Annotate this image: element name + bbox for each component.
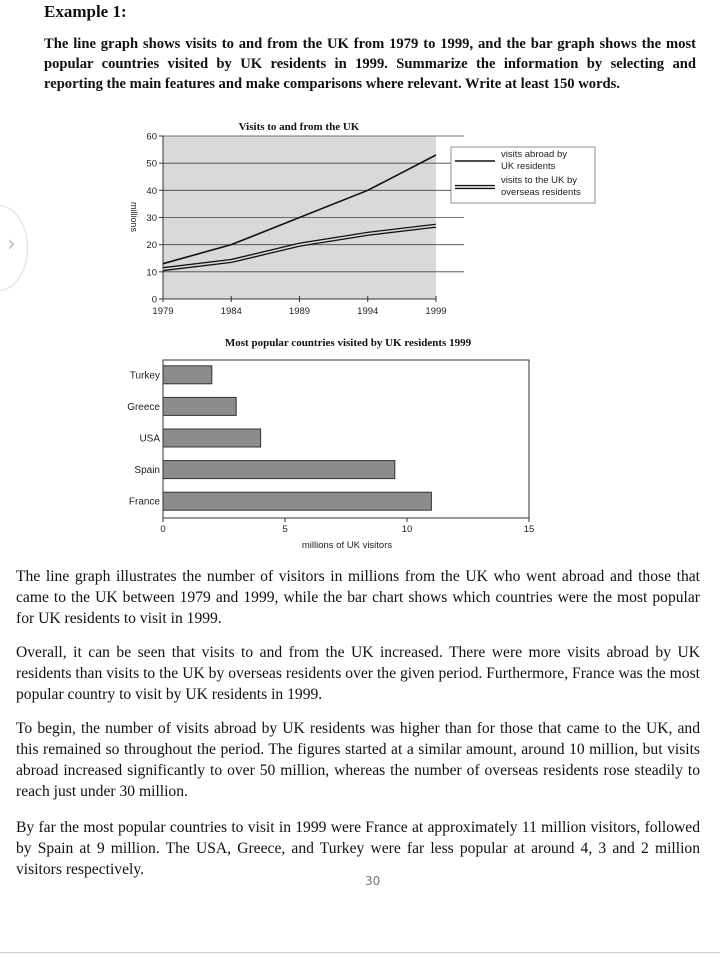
y-tick-label: 50 [146, 158, 157, 170]
y-axis-label: millions [129, 201, 139, 233]
bar-usa [163, 429, 261, 447]
bar-x-axis-label: millions of UK visitors [301, 540, 393, 551]
y-tick-label: 40 [146, 185, 157, 197]
bar-turkey [163, 366, 212, 384]
y-tick-label: 20 [146, 240, 157, 252]
y-tick-label: 0 [151, 294, 157, 306]
bar-x-tick-label: 15 [523, 524, 535, 535]
bar-category-label: Greece [127, 401, 160, 413]
example-title: Example 1: [44, 2, 127, 21]
y-tick-label: 30 [146, 213, 157, 224]
x-tick-label: 1994 [357, 306, 379, 317]
page-number: 30 [365, 874, 381, 888]
x-tick-label: 1979 [152, 306, 174, 317]
bar-x-tick-label: 0 [160, 524, 166, 535]
body-paragraph-2: Overall, it can be seen that visits to and from the UK increased. There were more visits abroad by UK residents than visits to the UK by overseas residents over the given period. Furthermore, France was the most popular country to visit by UK residents in 1999. [16, 644, 700, 703]
y-tick-label: 10 [146, 267, 157, 279]
line-chart [129, 121, 595, 317]
bar-chart-title: Most popular countries visited by UK residents 1999 [224, 337, 472, 349]
bar-category-label: France [128, 496, 160, 508]
legend-label-2: visits to the UK by [501, 175, 578, 186]
bar-spain [163, 461, 395, 479]
body-paragraph-4: By far the most popular countries to visit in 1999 were France at approximately 11 million visitors, followed by Spain at 9 million. The USA, Greece, and Turkey were far less popular at around 4, 3 and 2 million visitors respectively. [16, 819, 700, 878]
bar-category-label: USA [139, 433, 160, 445]
line-chart-title: Visits to and from the UK [238, 121, 360, 133]
bar-chart [127, 337, 534, 551]
task-prompt: The line graph shows visits to and from the UK from 1979 to 1999, and the bar graph shows the most popular countries visited by UK residents in 1999. Summarize the information by selecting and reporting the main features and make comparisons where relevant. Write at least 150 words. [44, 36, 696, 92]
y-tick-label: 60 [146, 131, 157, 143]
body-paragraph-1: The line graph illustrates the number of visitors in millions from the UK who went abroad and those that came to the UK between 1979 and 1999, while the bar chart shows which countries were the most popular for UK residents to visit in 1999. [16, 568, 700, 627]
bar-greece [163, 397, 236, 415]
x-tick-label: 1989 [288, 306, 311, 317]
x-tick-label: 1999 [425, 306, 447, 317]
bar-france [163, 492, 431, 510]
chevron-right-icon: › [7, 232, 16, 257]
bar-category-label: Turkey [129, 370, 160, 382]
bar-category-label: Spain [134, 465, 160, 477]
bar-x-tick-label: 10 [401, 524, 413, 535]
legend-label-2: overseas residents [501, 187, 581, 198]
body-paragraph-3: To begin, the number of visits abroad by UK residents was higher than for those that came to the UK, and this remained so throughout the period. The figures started at a similar amount, around 10 million, but visits abroad increased significantly to over 50 million, whereas the number of overseas residents rose steadily to reach just under 30 million. [16, 720, 700, 800]
legend-label-1: visits abroad by [501, 149, 568, 160]
bar-x-tick-label: 5 [282, 524, 288, 535]
page-bottom-divider [0, 952, 720, 953]
legend-label-1: UK residents [501, 161, 556, 172]
x-tick-label: 1984 [220, 306, 242, 317]
